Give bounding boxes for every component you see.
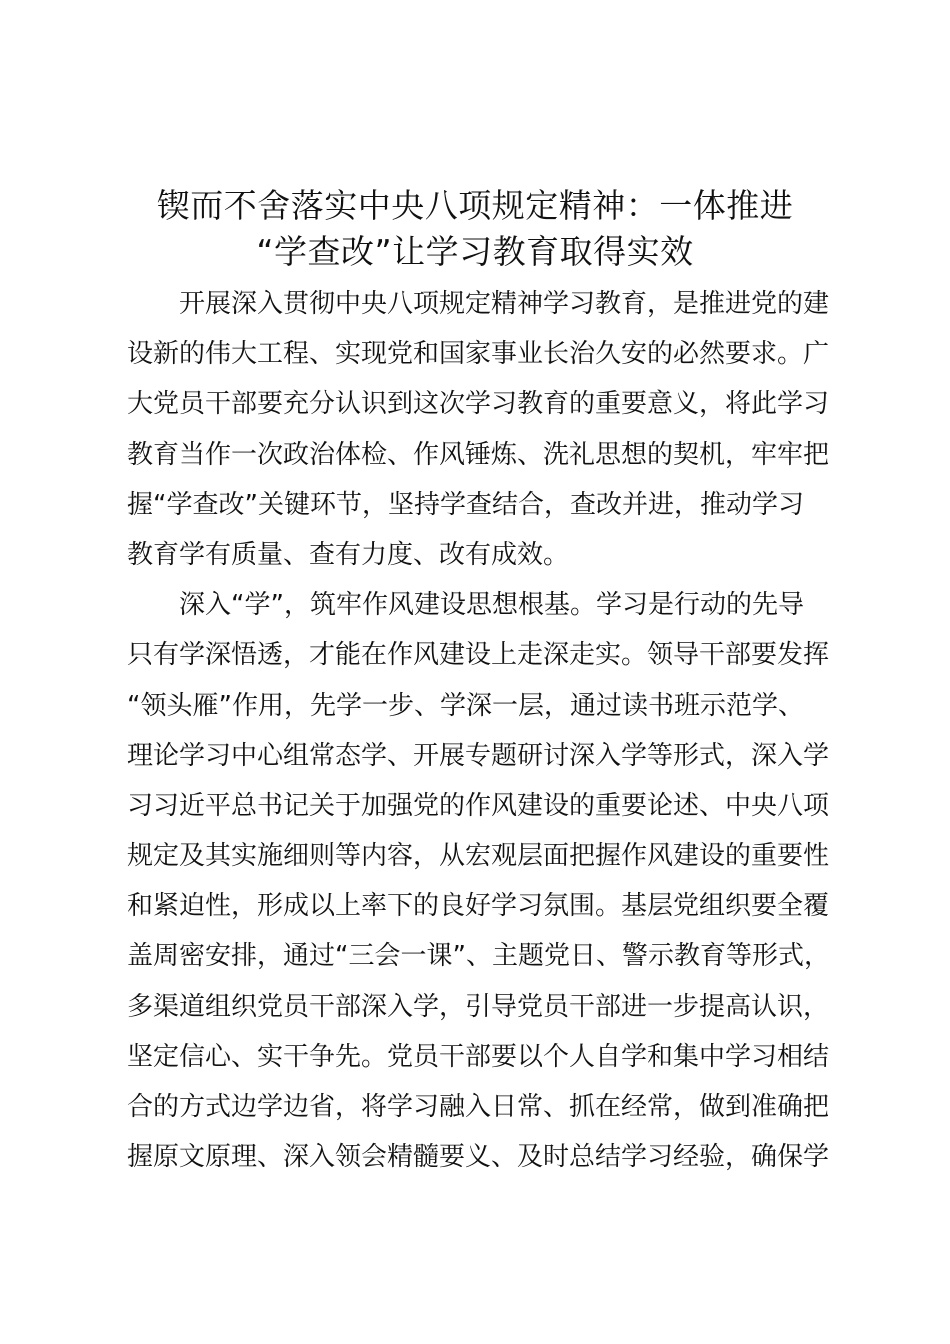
paragraph-2-line-4: 理论学习中心组常态学、开展专题研讨深入学等形式，深入学 bbox=[127, 740, 830, 771]
paragraph-2-line-3: “领头雁”作用，先学一步、学深一层，通过读书班示范学、 bbox=[127, 690, 804, 721]
paragraph-2-line-7: 和紧迫性，形成以上率下的良好学习氛围。基层党组织要全覆 bbox=[127, 891, 830, 922]
paragraph-2-line-11: 合的方式边学边省，将学习融入日常、抓在经常，做到准确把 bbox=[127, 1092, 830, 1122]
paragraph-2-line-10: 坚定信心、实干争先。党员干部要以个人自学和集中学习相结 bbox=[127, 1041, 830, 1072]
paragraph-1-line-1: 开展深入贯彻中央八项规定精神学习教育，是推进党的建 bbox=[179, 289, 830, 319]
paragraph-1-line-5: 握“学查改”关键环节，坚持学查结合，查改并进，推动学习 bbox=[127, 489, 804, 520]
paragraph-1-line-4: 教育当作一次政治体检、作风锤炼、洗礼思想的契机，牢牢把 bbox=[127, 439, 830, 470]
paragraph-2-line-9: 多渠道组织党员干部深入学，引导党员干部进一步提高认识， bbox=[127, 991, 830, 1022]
document-body bbox=[127, 279, 857, 1182]
paragraph-1-line-2: 设新的伟大工程、实现党和国家事业长治久安的必然要求。广 bbox=[127, 339, 830, 370]
title-line-1: 锲而不舍落实中央八项规定精神：一体推进 bbox=[156, 186, 794, 225]
paragraph-2-line-2: 只有学深悟透，才能在作风建设上走深走实。领导干部要发挥 bbox=[127, 640, 830, 671]
paragraph-2-line-1: 深入“学”，筑牢作风建设思想根基。学习是行动的先导 bbox=[179, 590, 804, 621]
paragraph-2-line-6: 规定及其实施细则等内容，从宏观层面把握作风建设的重要性 bbox=[127, 841, 830, 872]
paragraph-2-line-12: 握原文原理、深入领会精髓要义、及时总结学习经验，确保学 bbox=[127, 1142, 830, 1173]
paragraph-2-line-8: 盖周密安排，通过“三会一课”、主题党日、警示教育等形式， bbox=[127, 941, 830, 972]
title-line-2: “学查改”让学习教育取得实效 bbox=[256, 232, 694, 271]
paragraph-2-line-5: 习习近平总书记关于加强党的作风建设的重要论述、中央八项 bbox=[127, 790, 830, 821]
paragraph-1-line-3: 大党员干部要充分认识到这次学习教育的重要意义，将此学习 bbox=[127, 389, 830, 420]
paragraph-1-line-6: 教育学有质量、查有力度、改有成效。 bbox=[127, 539, 570, 570]
document-title bbox=[100, 183, 850, 275]
